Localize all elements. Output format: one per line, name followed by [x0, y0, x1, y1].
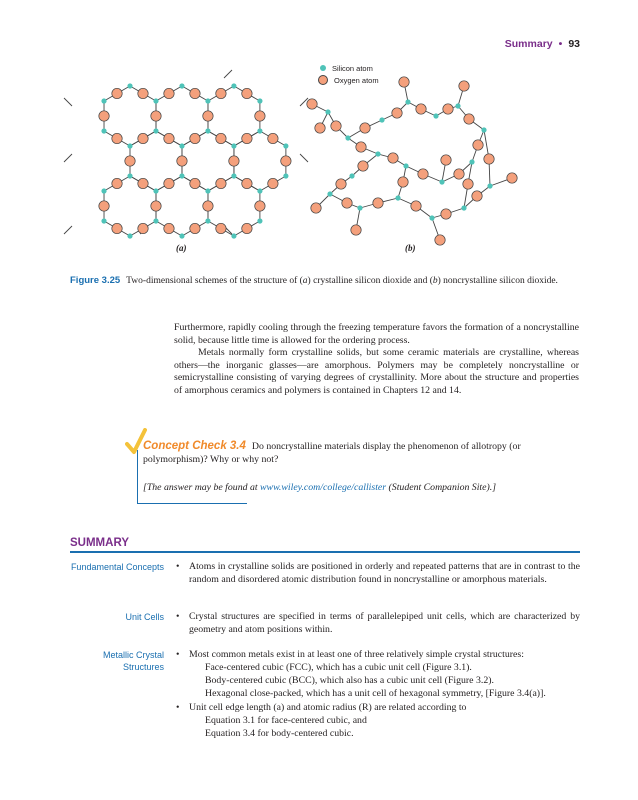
silicon-atom: [461, 205, 466, 210]
bullet-unit-cells: • Crystal structures are specified in terms of parallelepiped unit cells, which are characterized by geometry and atom positions within.: [176, 611, 580, 635]
silicon-atom: [325, 109, 330, 114]
legend-oxygen: Oxygen atom: [318, 74, 379, 86]
oxygen-atom: [281, 156, 291, 166]
oxygen-atom: [190, 223, 200, 233]
oxygen-atom: [138, 133, 148, 143]
oxygen-atom: [216, 88, 226, 98]
silicon-atom: [205, 218, 210, 223]
oxygen-atom: [336, 179, 346, 189]
oxygen-atom: [164, 133, 174, 143]
oxygen-atom: [229, 156, 239, 166]
side-label-metallic: Metallic Crystal Structures: [102, 650, 164, 672]
legend-silicon: Silicon atom: [318, 62, 379, 74]
concept-rule-horizontal: [137, 503, 247, 504]
body-text: [174, 322, 579, 398]
silicon-atom: [429, 215, 434, 220]
oxygen-atom: [138, 88, 148, 98]
panel-label-a: (a): [176, 243, 187, 253]
oxygen-atom: [441, 155, 451, 165]
oxygen-atom: [331, 121, 341, 131]
concept-rule-vertical: [137, 450, 138, 504]
page-number: 93: [568, 38, 580, 50]
oxygen-atom: [125, 156, 135, 166]
bond-line: [300, 154, 308, 162]
oxygen-atom: [416, 104, 426, 114]
silicon-atom: [127, 233, 132, 238]
oxygen-atom: [459, 81, 469, 91]
side-label-fundamental: Fundamental Concepts: [70, 562, 164, 572]
silicon-atom: [127, 173, 132, 178]
oxygen-atom: [464, 114, 474, 124]
oxygen-atom: [177, 156, 187, 166]
silicon-atom: [403, 163, 408, 168]
oxygen-atom: [373, 198, 383, 208]
summary-rule: [70, 551, 580, 553]
oxygen-atom: [507, 173, 517, 183]
silicon-atom: [231, 143, 236, 148]
sub-line-bcc: Body-centered cubic (BCC), which also has a cubic unit cell (Figure 3.2).: [205, 675, 494, 686]
oxygen-atom: [311, 203, 321, 213]
silicon-atom: [283, 173, 288, 178]
oxygen-atom: [164, 88, 174, 98]
summary-heading: SUMMARY: [70, 537, 129, 549]
silicon-atom: [257, 98, 262, 103]
silica-structure-figure: [60, 58, 580, 258]
silicon-atom: [205, 128, 210, 133]
oxygen-atom: [112, 223, 122, 233]
silicon-atom: [205, 188, 210, 193]
oxygen-atom: [255, 201, 265, 211]
concept-title: Concept Check 3.4: [143, 440, 246, 452]
silicon-atom: [345, 135, 350, 140]
oxygen-atom: [151, 201, 161, 211]
silicon-atom: [231, 173, 236, 178]
oxygen-atom: [164, 223, 174, 233]
oxygen-atom: [138, 223, 148, 233]
oxygen-atom: [484, 154, 494, 164]
sub-line-eq34: Equation 3.4 for body-centered cubic.: [205, 728, 354, 739]
silicon-atom: [433, 113, 438, 118]
bond-line: [64, 98, 72, 106]
silicon-atom: [101, 98, 106, 103]
oxygen-swatch-icon: [318, 75, 328, 85]
oxygen-atom: [351, 225, 361, 235]
silicon-atom: [153, 128, 158, 133]
bullet-metallic-2: • Unit cell edge length (a) and atomic radius (R) are related according to: [176, 702, 467, 713]
oxygen-atom: [216, 178, 226, 188]
oxygen-atom: [473, 140, 483, 150]
oxygen-atom: [268, 178, 278, 188]
oxygen-atom: [99, 201, 109, 211]
oxygen-atom: [255, 111, 265, 121]
silicon-atom: [101, 128, 106, 133]
silicon-atom: [179, 233, 184, 238]
silicon-atom: [481, 127, 486, 132]
silicon-atom: [153, 98, 158, 103]
paragraph-2: Metals normally form crystalline solids, but some ceramic materials are crystalline, whereas others—the inorganic glasses—are amorphous. Polymers may be completely noncrystalline or semicrystalline consisting of varying degrees of crystallinity. More about the structure and properties of amorphous ceramics and polymers is contained in Chapters 12 and 14.: [174, 347, 579, 396]
bullet-metallic-1: • Most common metals exist in at least one of three relatively simple crystal structures:: [176, 649, 524, 660]
oxygen-atom: [190, 88, 200, 98]
running-head-separator: •: [558, 38, 563, 50]
silicon-atom: [357, 205, 362, 210]
oxygen-atom: [203, 111, 213, 121]
silicon-atom: [127, 83, 132, 88]
oxygen-atom: [242, 88, 252, 98]
oxygen-atom: [454, 169, 464, 179]
silicon-atom: [283, 143, 288, 148]
oxygen-atom: [472, 191, 482, 201]
silicon-atom: [101, 188, 106, 193]
silicon-atom: [327, 191, 332, 196]
figure-caption: Figure 3.25 Two-dimensional schemes of the structure of (a) crystalline silicon dioxide and (b) noncrystalline silicon dioxide.: [70, 275, 558, 286]
oxygen-atom: [151, 111, 161, 121]
silicon-atom: [375, 151, 380, 156]
concept-answer: [The answer may be found at www.wiley.com/college/callister (Student Companion Site).]: [143, 482, 497, 493]
figure-label: Figure 3.25: [70, 275, 121, 286]
silicon-atom: [153, 188, 158, 193]
paragraph-1: Furthermore, rapidly cooling through the freezing temperature favors the formation of a noncrystalline solid, because little time is allowed for the ordering process.: [174, 322, 579, 346]
oxygen-atom: [360, 123, 370, 133]
oxygen-atom: [399, 77, 409, 87]
bond-line: [64, 226, 72, 234]
bond-line: [64, 154, 72, 162]
silicon-atom: [487, 183, 492, 188]
silicon-swatch-icon: [320, 65, 326, 71]
oxygen-atom: [307, 99, 317, 109]
silicon-atom: [405, 99, 410, 104]
silicon-atom: [439, 179, 444, 184]
silicon-atom: [349, 173, 354, 178]
concept-question: Concept Check 3.4 Do noncrystalline materials display the phenomenon of allotropy (or polymorphism)? Why or why not?: [143, 440, 521, 465]
oxygen-atom: [216, 223, 226, 233]
oxygen-atom: [392, 108, 402, 118]
sub-line-eq31: Equation 3.1 for face-centered cubic, and: [205, 715, 367, 726]
bullet-fundamental: • Atoms in crystalline solids are positioned in orderly and repeated patterns that are in contrast to the random and disordered atomic distribution found in noncrystalline or amorphous materials.: [176, 561, 580, 585]
side-label-unit-cells: Unit Cells: [125, 612, 164, 622]
oxygen-atom: [242, 178, 252, 188]
silicon-atom: [257, 128, 262, 133]
silicon-atom: [379, 117, 384, 122]
oxygen-atom: [358, 161, 368, 171]
silicon-atom: [257, 188, 262, 193]
running-head: [505, 38, 580, 50]
oxygen-atom: [388, 153, 398, 163]
silicon-atom: [179, 143, 184, 148]
oxygen-atom: [203, 201, 213, 211]
oxygen-atom: [242, 133, 252, 143]
silicon-atom: [455, 103, 460, 108]
silicon-atom: [101, 218, 106, 223]
silicon-atom: [231, 233, 236, 238]
oxygen-atom: [443, 104, 453, 114]
oxygen-atom: [112, 133, 122, 143]
silicon-atom: [127, 143, 132, 148]
panel-label-b: (b): [405, 243, 416, 253]
oxygen-atom: [190, 178, 200, 188]
oxygen-atom: [99, 111, 109, 121]
answer-link[interactable]: www.wiley.com/college/callister: [260, 482, 387, 493]
oxygen-atom: [441, 209, 451, 219]
silicon-atom: [257, 218, 262, 223]
oxygen-atom: [164, 178, 174, 188]
oxygen-atom: [268, 133, 278, 143]
running-head-section: Summary: [504, 38, 553, 50]
oxygen-atom: [112, 178, 122, 188]
silicon-atom: [395, 195, 400, 200]
oxygen-atom: [418, 169, 428, 179]
oxygen-atom: [435, 235, 445, 245]
bond-line: [224, 70, 232, 78]
oxygen-atom: [216, 133, 226, 143]
silicon-atom: [231, 83, 236, 88]
sub-line-fcc: Face-centered cubic (FCC), which has a cubic unit cell (Figure 3.1).: [205, 662, 472, 673]
oxygen-atom: [398, 177, 408, 187]
oxygen-atom: [190, 133, 200, 143]
silicon-atom: [153, 218, 158, 223]
sub-line-hcp: Hexagonal close-packed, which has a unit cell of hexagonal symmetry, [Figure 3.4(a)].: [205, 688, 546, 699]
silicon-atom: [469, 159, 474, 164]
oxygen-atom: [315, 123, 325, 133]
oxygen-atom: [242, 223, 252, 233]
concept-check-box: [125, 428, 580, 508]
oxygen-atom: [411, 201, 421, 211]
silicon-atom: [179, 173, 184, 178]
oxygen-atom: [463, 179, 473, 189]
figure-legend: [318, 62, 379, 86]
oxygen-atom: [342, 198, 352, 208]
silicon-atom: [179, 83, 184, 88]
silicon-atom: [205, 98, 210, 103]
oxygen-atom: [138, 178, 148, 188]
oxygen-atom: [112, 88, 122, 98]
oxygen-atom: [356, 142, 366, 152]
atoms-layer: [99, 77, 517, 245]
